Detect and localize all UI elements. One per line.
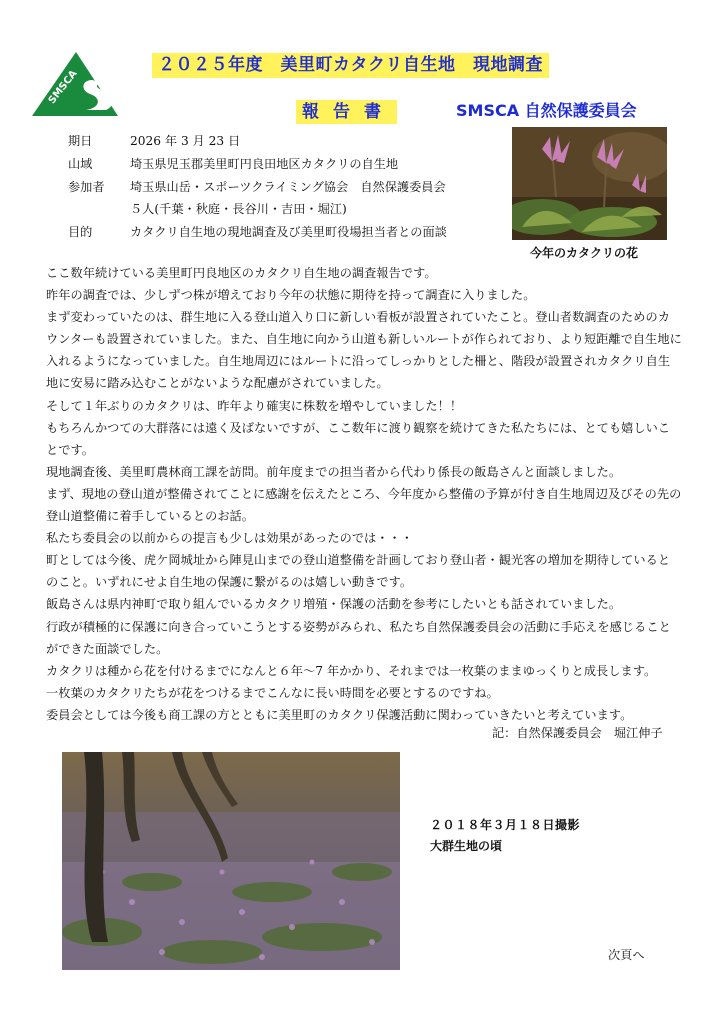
katakuri-flower-photo: [512, 127, 667, 240]
body-paragraph: 現地調査後、美里町農林商工課を訪問。前年度までの担当者から代わり係長の飯島さんと面談しました。: [46, 464, 622, 479]
meta-label: 山域: [68, 157, 93, 171]
field-photo-caption: 大群生地の頃: [430, 839, 503, 853]
report-body: [46, 262, 682, 726]
meta-date-row: [68, 133, 240, 149]
field-photo-date: ２０１８年３月１８日撮影: [430, 818, 581, 832]
logo-text: SMSCA: [46, 68, 80, 107]
katakuri-field-photo: [62, 752, 400, 970]
body-paragraph: もちろんかつての大群落には遠く及ばないですが、ここ数年に渡り観察を続けてきた私たちには、とても嬉しいことです。: [46, 420, 671, 457]
meta-label: 目的: [68, 225, 93, 239]
meta-value: カタクリ自生地の現地調査及び美里町役場担当者との面談: [130, 225, 447, 239]
organization-name: SMSCA 自然保護委員会: [456, 101, 637, 120]
body-paragraph: ここ数年続けている美里町円良地区のカタクリ自生地の調査報告です。: [46, 266, 437, 280]
body-paragraph: そして１年ぶりのカタクリは、昨年より確実に株数を増やしていました！！: [46, 398, 463, 413]
next-page-link[interactable]: 次頁へ: [608, 948, 645, 962]
body-paragraph: 町としては今後、虎ケ岡城址から陣見山までの登山道整備を計画しており登山者・観光客の増加を期待しているとのこと。いずれにせよ自生地の保護に繋がるのは嬉しい動きです。: [46, 553, 671, 590]
meta-label: 期日: [68, 134, 93, 148]
meta-participants-row: [68, 179, 446, 195]
body-paragraph: 私たち委員会の以前からの提言も少しは効果があったのでは・・・: [46, 531, 414, 546]
body-paragraph: 委員会としては今後も商工課の方とともに美里町のカタクリ保護活動に関わっていきたいと考えています。: [46, 707, 633, 722]
smsca-logo: [30, 50, 122, 120]
body-paragraph: 一枚葉のカタクリたちが花をつけるまでこんなに長い時間を必要とするのですね。: [46, 685, 499, 700]
report-signature: 記：自然保護委員会 堀江伸子: [492, 726, 663, 740]
meta-area-row: [68, 156, 398, 172]
meta-participants-names-row: [68, 201, 347, 217]
meta-value: 埼玉県山岳・スポーツクライミング協会 自然保護委員会: [130, 180, 446, 194]
body-paragraph: まず、現地の登山道が整備されてことに感謝を伝えたところ、今年度から整備の予算が付き自生地周辺及びその先の登山道整備に着手しているとのお話。: [46, 486, 682, 524]
meta-label: 参加者: [68, 180, 105, 194]
flower-photo-caption: 今年のカタクリの花: [530, 246, 639, 260]
meta-value: ５人(千葉・秋庭・長谷川・吉田・堀江): [130, 202, 347, 216]
body-paragraph: まず変わっていたのは、群生地に入る登山道入り口に新しい看板が設置されていたこと。登山者数調査のためのカウンターも設置されていました。また、自生地に向かう山道も新しいルートが作られており、より短距離で自生地に入れるようになっていました。自生地周辺にはルートに沿ってしっかりとした柵と、階段が設置されカタクリ自生地に安易に踏み込むことがないような配慮がされていました。: [46, 310, 682, 391]
body-paragraph: 行政が積極的に保護に向き合っていこうとする姿勢がみられ、私たち自然保護委員会の活動に手応えを感じることができた面談でした。: [46, 619, 671, 656]
meta-purpose-row: [68, 224, 447, 240]
report-subtitle: 報告書: [296, 100, 397, 124]
meta-value: 2026 年 3 月 23 日: [130, 134, 241, 148]
report-title: ２０２５年度 美里町カタクリ自生地 現地調査: [152, 53, 549, 78]
body-paragraph: カタクリは種から花を付けるまでになんと６年〜7 年かかり、それまでは一枚葉のままゆっくりと成長します。: [46, 663, 657, 678]
meta-value: 埼玉県児玉郡美里町円良田地区カタクリの自生地: [130, 157, 399, 171]
body-paragraph: 昨年の調査では、少しずつ株が増えており今年の状態に期待を持って調査に入りました。: [46, 288, 536, 303]
body-paragraph: 飯島さんは県内神町で取り組んでいるカタクリ増殖・保護の活動を参考にしたいとも話されていました。: [46, 597, 622, 612]
